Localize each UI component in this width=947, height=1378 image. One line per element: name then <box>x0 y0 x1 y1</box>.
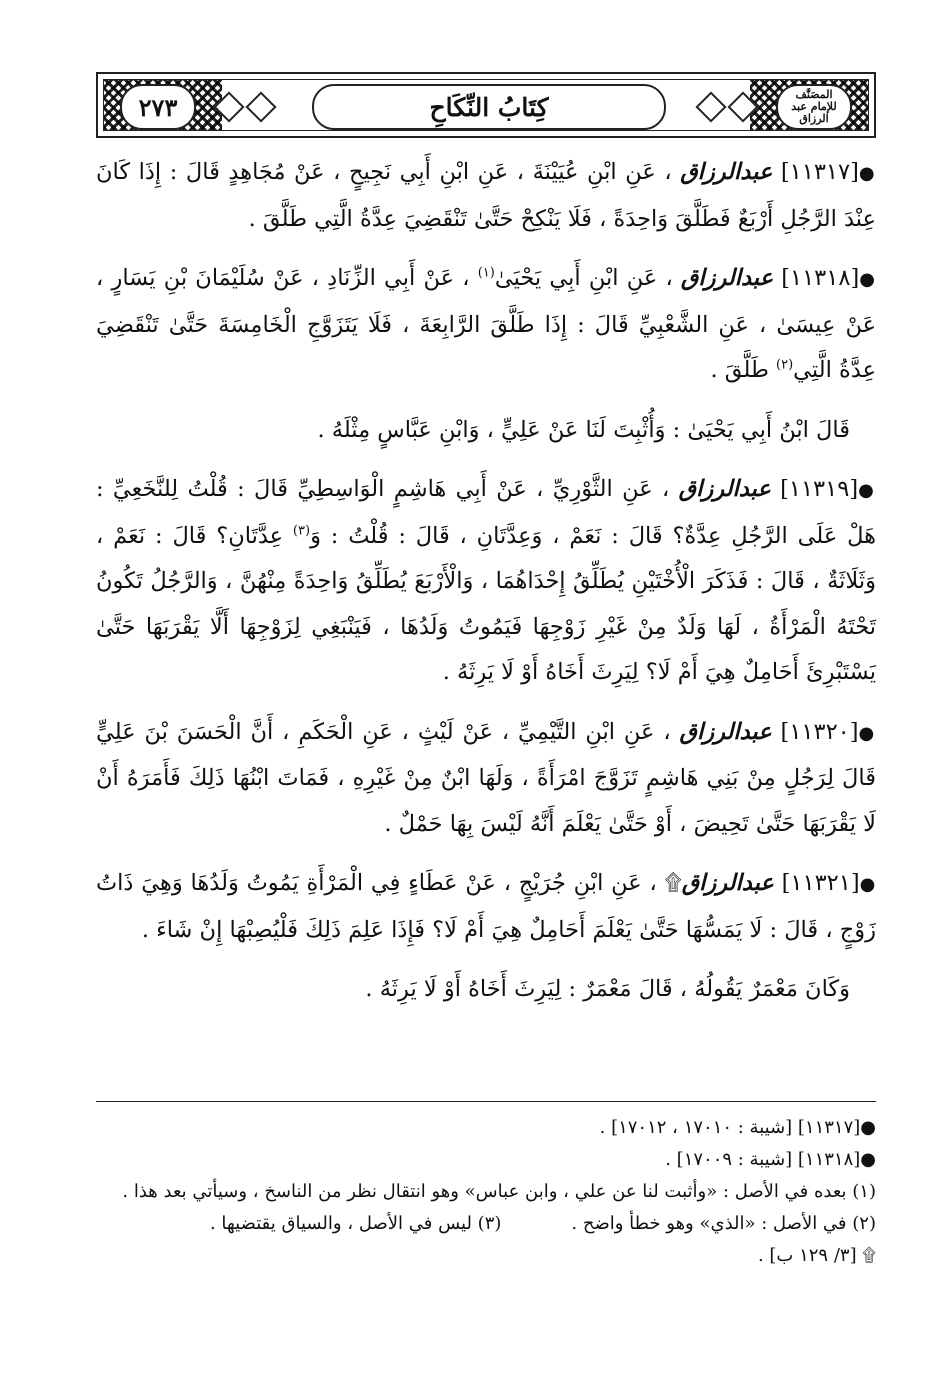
manuscript-mark-icon: ۩ <box>664 870 682 896</box>
hadith-text: قَالَ ابْنُ أَبِي يَحْيَىٰ : وَأُثْبِتَ لَنَا عَنْ عَلِيٍّ ، وَابْنِ عَبَّاسٍ مِثْلَهُ . <box>317 416 850 443</box>
author-name: عبدالرزاق <box>679 718 772 745</box>
footnote-ref: (١) <box>477 265 495 281</box>
hadith-number: [١١٣٢١] <box>781 870 860 896</box>
bullet-icon: ● <box>858 480 877 501</box>
hadith-text: ، عَنِ ابْنِ التَّيْمِيِّ ، عَنْ لَيْثٍ ، عَنِ الْحَكَمِ ، أَنَّ الْحَسَنَ بْنَ عَلِيٍّ قَالَ لِرَجُلٍ مِنْ بَنِي هَاشِمٍ تَزَوَّجَ امْرَأَةً ، وَلَهَا ابْنٌ مِنْ غَيْرِهِ ، فَمَاتَ ابْنُهَا ذَلِكَ فَأَمَرَهُ أَنْ لَا يَقْرَبَهَا حَتَّىٰ تَحِيضَ ، أَوْ حَتَّىٰ يَعْلَمَ أَنَّهُ لَيْسَ بِهَا حَمْلٌ . <box>96 718 876 837</box>
hadith-continuation <box>96 967 876 1013</box>
footnote-ref: (٢) <box>776 357 794 373</box>
page-number: ٢٧٣ <box>120 84 196 130</box>
logo-line: المصَنَّف <box>795 87 833 101</box>
hadith-text: ، عَنِ ابْنِ جُرَيْجٍ ، عَنْ عَطَاءٍ فِي الْمَرْأَةِ يَمُوتُ وَلَدُهَا وَهِيَ ذَاتُ زَوْجٍ ، قَالَ : لَا يَمَسُّهَا حَتَّىٰ يَعْلَمَ أَحَامِلٌ هِيَ أَمْ لَا؟ فَإِذَا عَلِمَ ذَلِكَ فَلْيُصِبْهَا إِنْ شَاءَ . <box>96 870 876 943</box>
hadith-11321 <box>96 861 876 953</box>
hadith-number: [١١٣٢٠] <box>780 718 859 745</box>
footnote-ref: (٣) <box>292 523 311 538</box>
hadith-number: [١١٣١٧] <box>780 159 859 185</box>
page-header <box>96 72 876 138</box>
bullet-icon: ● <box>858 722 876 744</box>
bullet-icon: ● <box>859 874 876 895</box>
main-text <box>96 150 876 1027</box>
logo-line: للإمام عبد الرزاق <box>791 99 837 126</box>
hadith-11318 <box>96 256 876 394</box>
source-reference: ●[١١٣١٧] [شيبة : ١٧٠١٠ ، ١٧٠١٢] . <box>599 1117 876 1138</box>
hadith-text: وَكَانَ مَعْمَرٌ يَقُولُهُ ، قَالَ مَعْمَرٌ : لِيَرِثَ أَخَاهُ أَوْ لَا يَرِثَهُ . <box>365 976 850 1002</box>
bullet-icon: ● <box>858 163 876 184</box>
manuscript-reference: ۩ [٣/ ١٢٩ ب] . <box>757 1245 876 1266</box>
footnote-divider <box>96 1101 876 1102</box>
hadith-text: طَلَّقَ . <box>710 357 769 383</box>
author-name: عبدالرزاق <box>678 476 771 502</box>
hadith-text: عِدَّتَانِ؟ قَالَ : نَعَمْ ، وَثَلَاثَةٌ ، قَالَ : فَذَكَرَ الْأُخْتَيْنِ يُطَلِّقُ إِحْدَاهُمَا ، وَالْأَرْبَعَ يُطَلِّقُ وَاحِدَةً مِنْهُنَّ ، وَالرَّجُلُ تَكُونُ تَحْتَهُ الْمَرْأَةُ ، لَهَا وَلَدٌ مِنْ غَيْرِ زَوْجِهَا فَيَمُوتُ وَلَدُهَا ، فَيَنْبَغِي لِزَوْجِهَا أَلَّا يَقْرَبَهَا حَتَّىٰ يَسْتَبْرِئَ أَحَامِلٌ هِيَ أَمْ لَا؟ لِيَرِثَ أَخَاهُ أَوْ لَا يَرِثَهُ . <box>96 522 876 685</box>
author-name: عبدالرزاق <box>681 870 774 896</box>
hadith-11319 <box>96 467 876 696</box>
hadith-number: [١١٣١٨] <box>781 265 860 291</box>
publisher-logo <box>776 84 852 130</box>
footnote: (١) بعده في الأصل : «وأثبت لنا عن علي ، وابن عباس» وهو انتقال نظر من الناسخ ، وسيأتي بعد هذا . <box>122 1181 876 1202</box>
hadith-continuation <box>96 408 876 454</box>
hadith-11317 <box>96 150 876 242</box>
source-reference: ●[١١٣١٨] [شيبة : ١٧٠٠٩] . <box>665 1149 876 1170</box>
footnotes <box>96 1112 876 1272</box>
footnote: (٣) ليس في الأصل ، والسياق يقتضيها . <box>209 1213 502 1234</box>
hadith-text: ، عَنِ ابْنِ عُيَيْنَةَ ، عَنِ ابْنِ أَبِي نَجِيحٍ ، عَنْ مُجَاهِدٍ قَالَ : إِذَا كَانَ عِنْدَ الرَّجُلِ أَرْبَعٌ فَطَلَّقَ وَاحِدَةً ، فَلَا يَنْكِحْ حَتَّىٰ تَنْقَضِيَ عِدَّةُ الَّتِي طَلَّقَ . <box>96 159 876 232</box>
footnote: (٢) في الأصل : «الذي» وهو خطأ واضح . <box>571 1213 876 1234</box>
hadith-11320 <box>96 710 876 848</box>
hadith-text: ، عَنِ الثَّوْرِيِّ ، عَنْ أَبِي هَاشِمٍ الْوَاسِطِيِّ قَالَ : قُلْتُ لِلنَّخَعِيِّ : هَلْ عَلَى الرَّجُلِ عِدَّةٌ؟ قَالَ : نَعَمْ ، وَعِدَّتَانِ ، قَالَ : قُلْتُ : وَ <box>96 476 876 549</box>
hadith-number: [١١٣١٩] <box>780 476 859 502</box>
author-name: عبدالرزاق <box>680 159 773 185</box>
hadith-text: ، عَنِ ابْنِ أَبِي يَحْيَىٰ <box>494 265 673 291</box>
book-title: كِتَابُ النِّكَاحِ <box>312 84 666 130</box>
footnote-row <box>96 1208 876 1240</box>
bullet-icon: ● <box>859 269 876 290</box>
author-name: عبدالرزاق <box>680 265 774 291</box>
hadith-text: ، عَنْ أَبِي الزِّنَادِ ، عَنْ سُلَيْمَانَ بْنِ يَسَارٍ ، عَنْ عِيسَىٰ ، عَنِ الشَّعْبِيِّ قَالَ : إِذَا طَلَّقَ الرَّابِعَةَ ، فَلَا يَتَزَوَّجِ الْخَامِسَةَ حَتَّىٰ تَنْقَضِيَ عِدَّةُ الَّتِي <box>96 265 876 383</box>
